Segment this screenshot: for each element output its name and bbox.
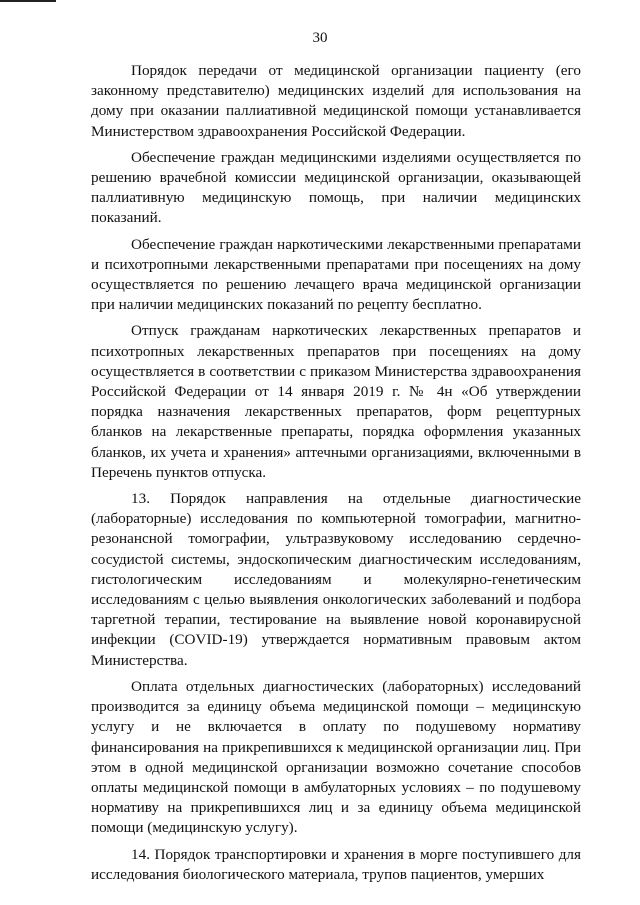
- paragraph-device-provision: Обеспечение граждан медицинскими изделиями осуществляется по решению врачебной комиссии медицинской организации, оказывающей паллиативную медицинскую помощь, при наличии медицинских показаний.: [91, 148, 581, 227]
- document-body: [91, 61, 581, 891]
- paragraph-section-13: 13. Порядок направления на отдельные диагностические (лабораторные) исследования по компьютерной томографии, магнитно-резонансной томографии, ультразвуковому исследованию сердечно-сосудистой системы, эндоскопическим диагностическим исследованиям, гистологическим исследованиям и молекулярно-генетическим исследованиям с целью выявления онкологических заболеваний и подбора таргетной терапии, тестирование на выявление новой коронавирусной инфекции (COVID-19) утверждается нормативным правовым актом Министерства.: [91, 490, 581, 669]
- page-number: 30: [312, 30, 328, 46]
- paragraph-narcotic-dispensing: Отпуск гражданам наркотических лекарственных препаратов и психотропных лекарственных препаратов при посещениях на дому осуществляется в соответствии с приказом Министерства здравоохранения Российской Федерации от 14 января 2019 г. № 4н «Об утверждении порядка назначения лекарственных препаратов, форм рецептурных бланков на лекарственные препараты, порядка оформления указанных бланков, их учета и хранения» аптечными организациями, включенными в Перечень пунктов отпуска.: [91, 322, 581, 481]
- paragraph-payment: Оплата отдельных диагностических (лабораторных) исследований производится за единицу объема медицинской помощи – медицинскую услугу и не включается в оплату по подушевому нормативу финансирования на прикрепившихся к медицинской организации лиц. При этом в одной медицинской организации возможно сочетание способов оплаты медицинской помощи в амбулаторных условиях – по подушевому нормативу на прикрепившихся лиц и за единицу объема медицинской помощи (медицинскую услугу).: [91, 677, 581, 837]
- paragraph-device-transfer: Порядок передачи от медицинской организации пациенту (его законному представителю) медицинских изделий для использования на дому при оказании паллиативной медицинской помощи устанавливается Министерством здравоохранения Российской Федерации.: [91, 62, 581, 140]
- paragraph-section-14: 14. Порядок транспортировки и хранения в морге поступившего для исследования биологического материала, трупов пациентов, умерших: [91, 845, 581, 883]
- top-edge-rule: [0, 0, 56, 2]
- paragraph-narcotic-provision: Обеспечение граждан наркотическими лекарственными препаратами и психотропными лекарственными препаратами при посещениях на дому осуществляется по решению лечащего врача медицинской организации при наличии медицинских показаний по рецепту бесплатно.: [91, 235, 581, 314]
